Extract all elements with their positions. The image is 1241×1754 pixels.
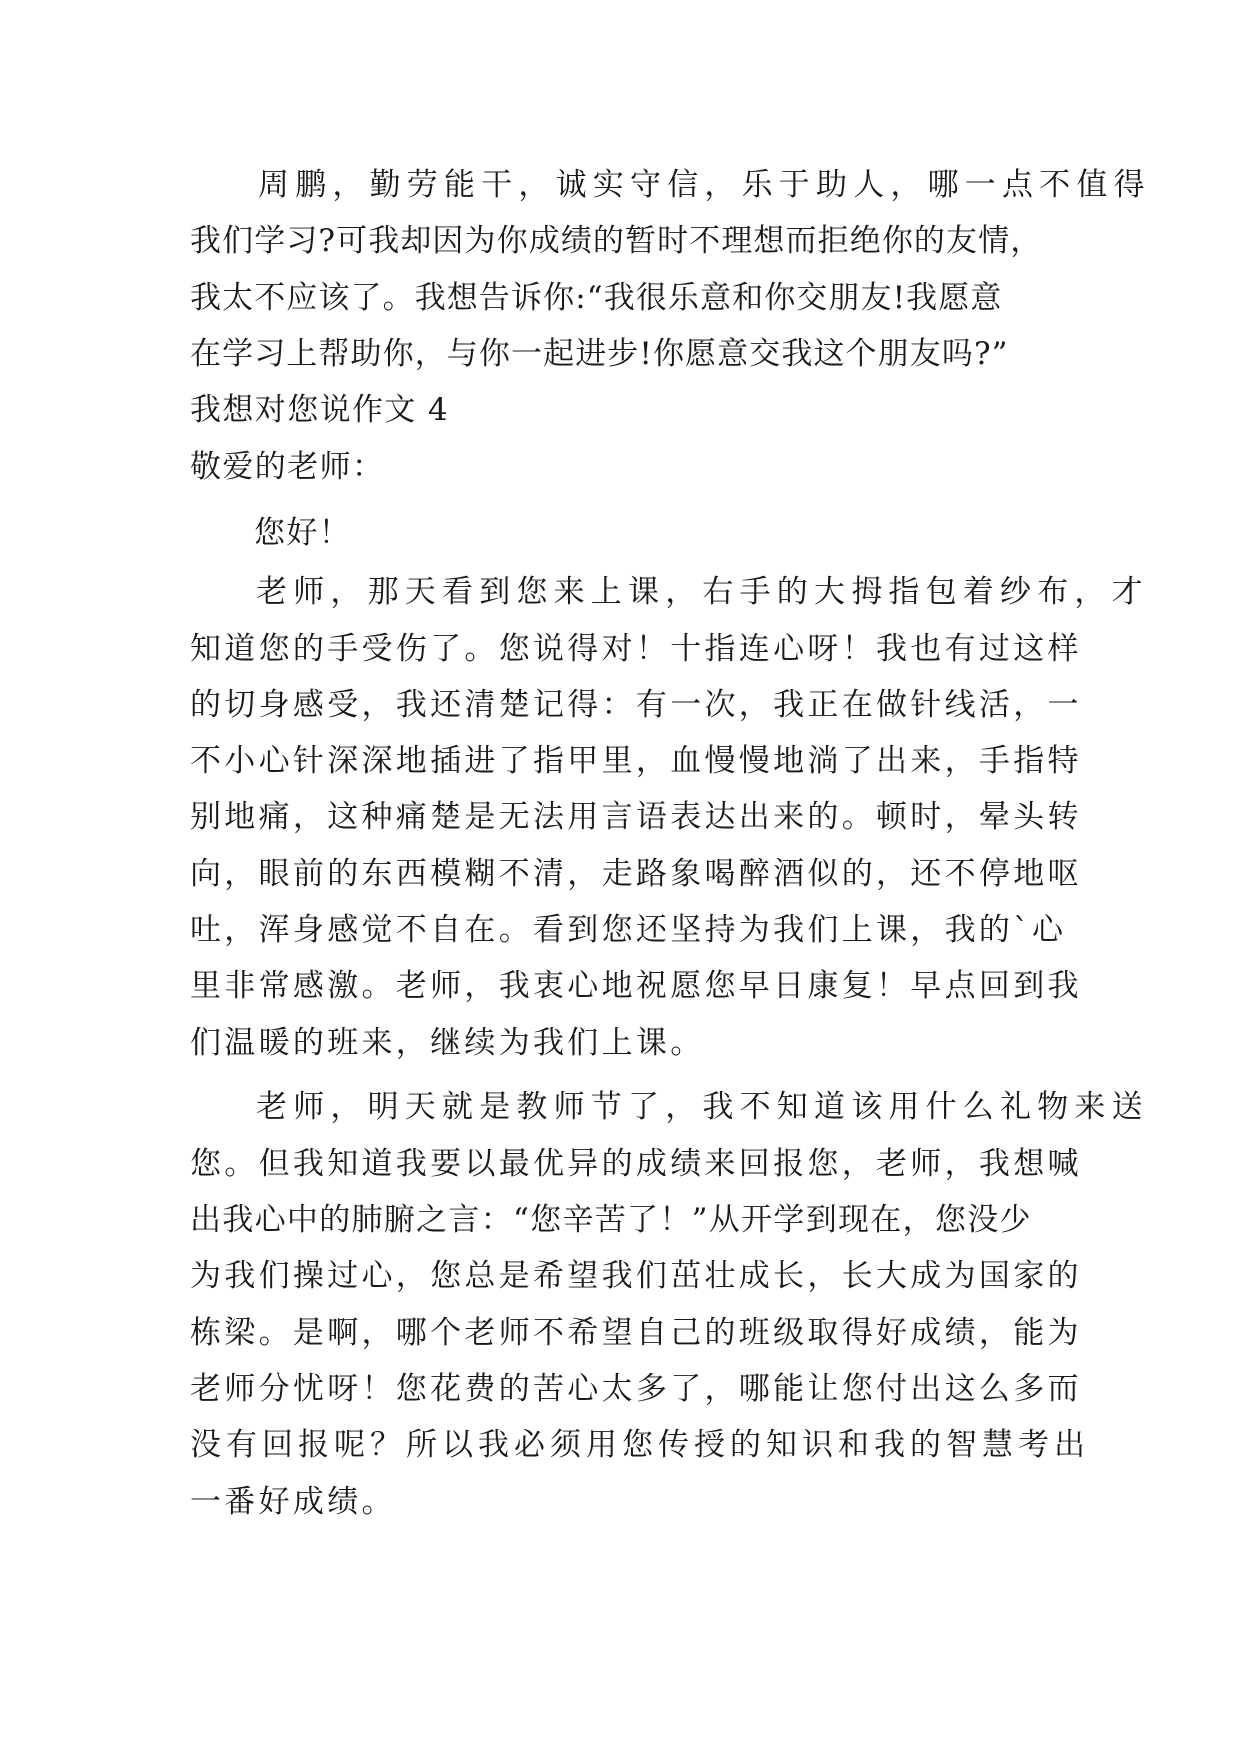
paragraph-line: 为我们操过心，您总是希望我们茁壮成长，长大成为国家的 xyxy=(190,1258,1082,1294)
paragraph-line: 一番好成绩。 xyxy=(190,1484,396,1520)
paragraph-line: 出我心中的肺腑之言：“您辛苦了！”从开学到现在，您没少 xyxy=(190,1202,1032,1238)
paragraph-line: 我太不应该了。我想告诉你:“我很乐意和你交朋友!我愿意 xyxy=(190,280,1003,316)
paragraph-line: 您。但我知道我要以最优异的成绩来回报您，老师，我想喊 xyxy=(190,1146,1082,1182)
paragraph-line: 知道您的手受伤了。您说得对！十指连心呀！我也有过这样 xyxy=(190,631,1082,667)
paragraph-line: 老师，那天看到您来上课，右手的大拇指包着纱布，才 xyxy=(256,574,1149,610)
paragraph-line: 向，眼前的东西模糊不清，走路象喝醉酒似的，还不停地呕 xyxy=(190,856,1082,892)
paragraph-line: 里非常感激。老师，我衷心地祝愿您早日康复！早点回到我 xyxy=(190,968,1082,1004)
paragraph-line: 在学习上帮助你，与你一起进步!你愿意交我这个朋友吗?” xyxy=(190,336,1009,372)
paragraph-line: 不小心针深深地插进了指甲里，血慢慢地淌了出来，手指特 xyxy=(190,743,1082,779)
paragraph-line: 我们学习?可我却因为你成绩的暂时不理想而拒绝你的友情， xyxy=(190,223,1043,259)
salutation: 敬爱的老师： xyxy=(190,449,385,485)
greeting: 您好！ xyxy=(254,515,352,551)
paragraph-line: 吐，浑身感觉不自在。看到您还坚持为我们上课，我的`心 xyxy=(190,912,1067,948)
paragraph-line: 老师分忧呀！您花费的苦心太多了，哪能让您付出这么多而 xyxy=(190,1371,1082,1407)
paragraph-line: 的切身感受，我还清楚记得：有一次，我正在做针线活，一 xyxy=(190,687,1082,723)
paragraph-line: 别地痛，这种痛楚是无法用言语表达出来的。顿时，晕头转 xyxy=(190,799,1082,835)
paragraph-line: 没有回报呢？所以我必须用您传授的知识和我的智慧考出 xyxy=(190,1427,1090,1463)
paragraph-line: 周鹏，勤劳能干，诚实守信，乐于助人，哪一点不值得 xyxy=(258,167,1151,203)
paragraph-line: 栋梁。是啊，哪个老师不希望自己的班级取得好成绩，能为 xyxy=(190,1315,1082,1351)
section-heading: 我想对您说作文 4 xyxy=(190,392,450,428)
paragraph-line: 们温暖的班来，继续为我们上课。 xyxy=(190,1025,705,1061)
paragraph-line: 老师，明天就是教师节了，我不知道该用什么礼物来送 xyxy=(256,1089,1149,1125)
